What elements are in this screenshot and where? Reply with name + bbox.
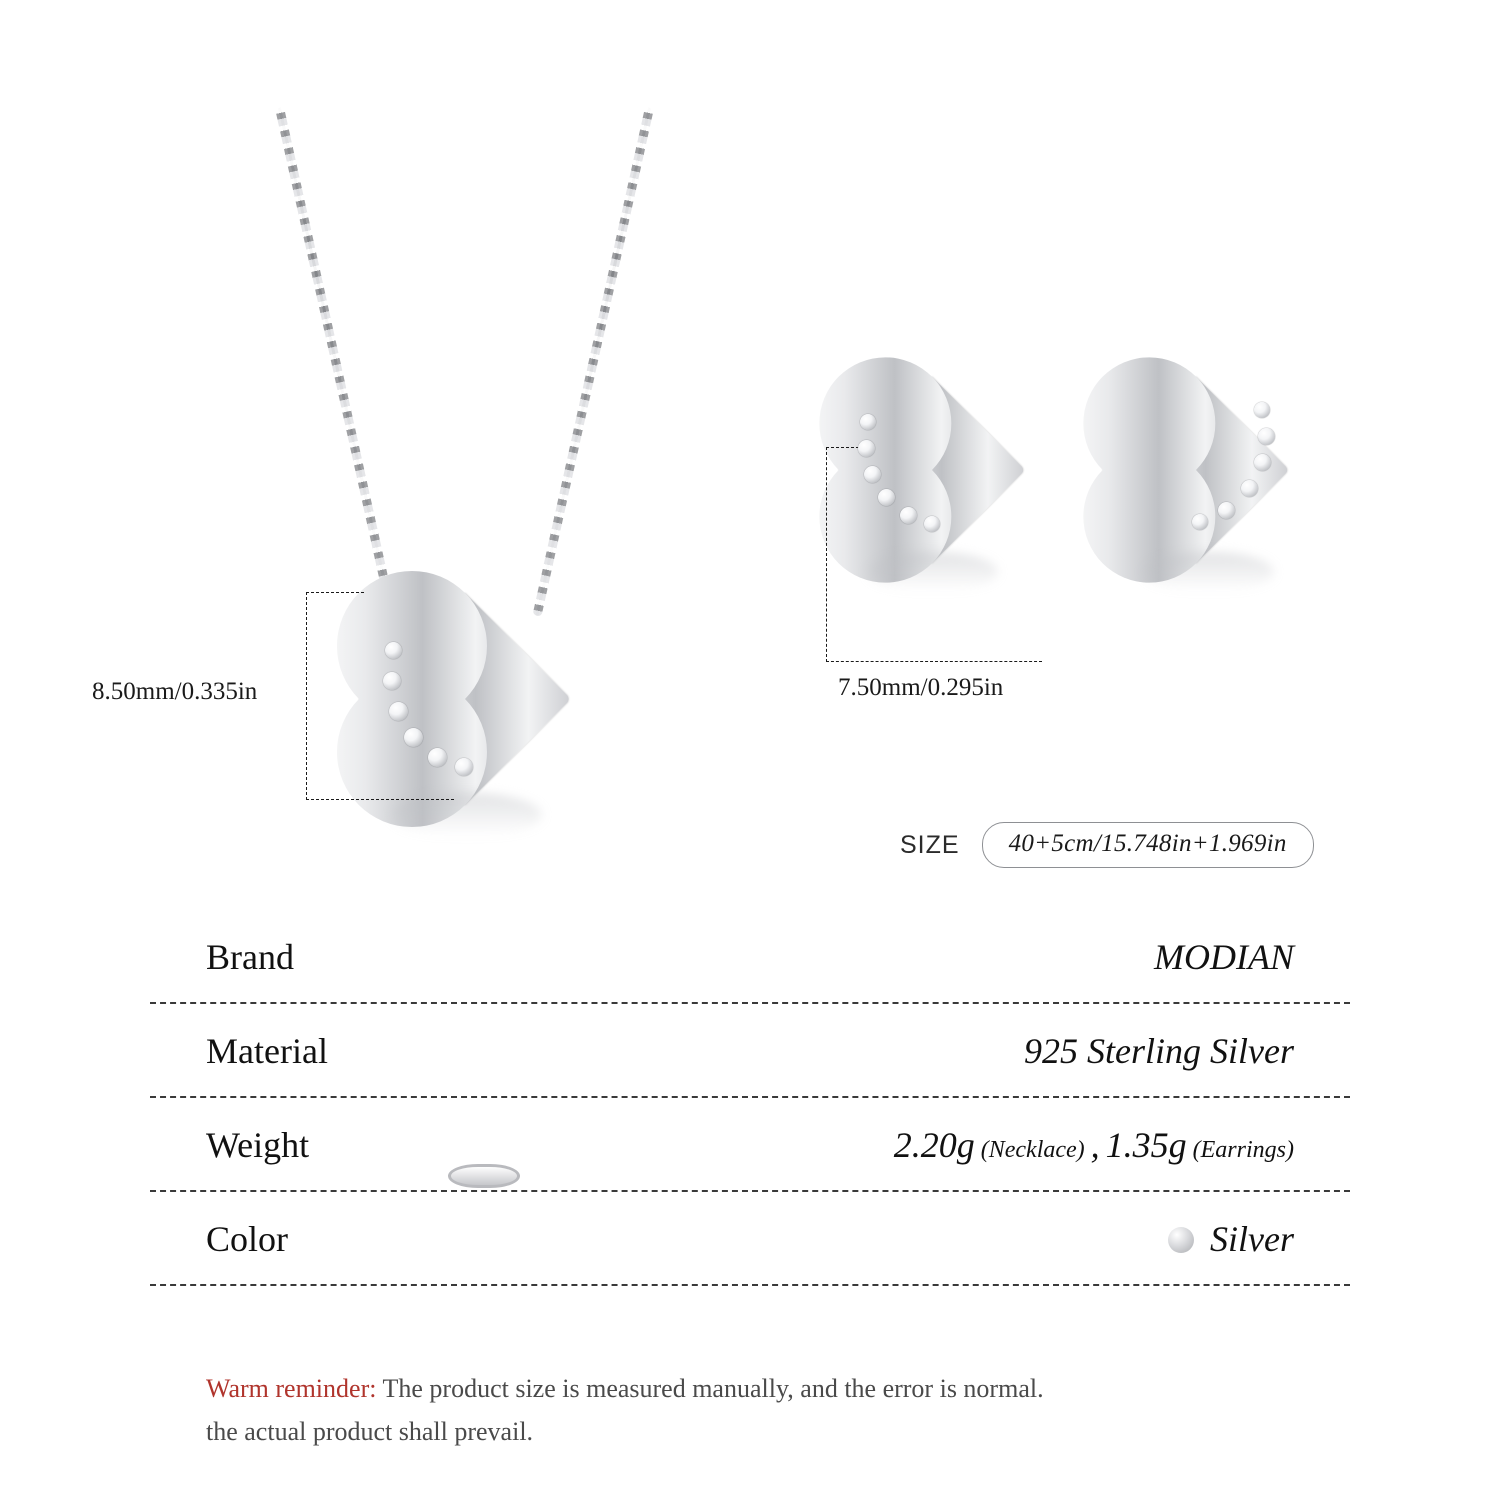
- color-swatch-icon: [1168, 1227, 1194, 1253]
- table-row: [150, 910, 1350, 1004]
- size-value-pill: 40+5cm/15.748in+1.969in: [982, 822, 1314, 868]
- warm-reminder-line-2: the actual product shall prevail.: [206, 1416, 534, 1446]
- heart-pendant: [352, 588, 577, 803]
- spec-key-brand: Brand: [206, 937, 294, 977]
- necklace-chain-links-left: [275, 107, 396, 617]
- earring-dimension-label: 7.50mm/0.295in: [838, 674, 1004, 701]
- weight-earrings-note: (Earrings): [1192, 1137, 1294, 1163]
- spec-key-color: Color: [206, 1219, 289, 1259]
- warm-reminder-label: Warm reminder:: [206, 1374, 377, 1403]
- weight-separator: ,: [1090, 1125, 1100, 1165]
- table-row: [150, 1098, 1350, 1192]
- earring-right-pave-stones: [1096, 372, 1311, 572]
- necklace-chain-links-right: [533, 107, 654, 617]
- spec-key-weight: Weight: [206, 1125, 310, 1165]
- warm-reminder-text-1: The product size is measured manually, and the error is normal.: [376, 1374, 1044, 1403]
- earring-left: [832, 372, 1047, 592]
- pendant-dimension-label: 8.50mm/0.335in: [92, 678, 258, 705]
- spec-key-material: Material: [206, 1031, 328, 1071]
- spec-value-material: 925 Sterling Silver: [1024, 1031, 1294, 1071]
- earring-dimension-line: [826, 447, 827, 662]
- spec-value-brand: MODIAN: [1154, 937, 1294, 977]
- specification-table: [150, 910, 1350, 1286]
- weight-necklace-value: 2.20g: [893, 1125, 975, 1165]
- size-label: SIZE: [900, 830, 960, 859]
- pendant-pave-stones: [352, 588, 577, 803]
- earring-left-pave-stones: [832, 372, 1047, 572]
- color-value-label: Silver: [1210, 1219, 1294, 1259]
- table-row: [150, 1004, 1350, 1098]
- size-row: [900, 822, 1314, 868]
- spec-value-weight: [894, 1124, 1294, 1166]
- earring-dimension-tick-bottom: [826, 661, 1042, 662]
- warm-reminder: [206, 1368, 1306, 1454]
- pendant-dimension-line: [306, 592, 307, 800]
- weight-earrings-value: 1.35g: [1105, 1125, 1187, 1165]
- earring-right: [1096, 372, 1311, 592]
- spec-value-color: [1168, 1218, 1294, 1260]
- table-row: [150, 1192, 1350, 1286]
- warm-reminder-line-1: [206, 1368, 1306, 1411]
- weight-necklace-note: (Necklace): [980, 1137, 1085, 1163]
